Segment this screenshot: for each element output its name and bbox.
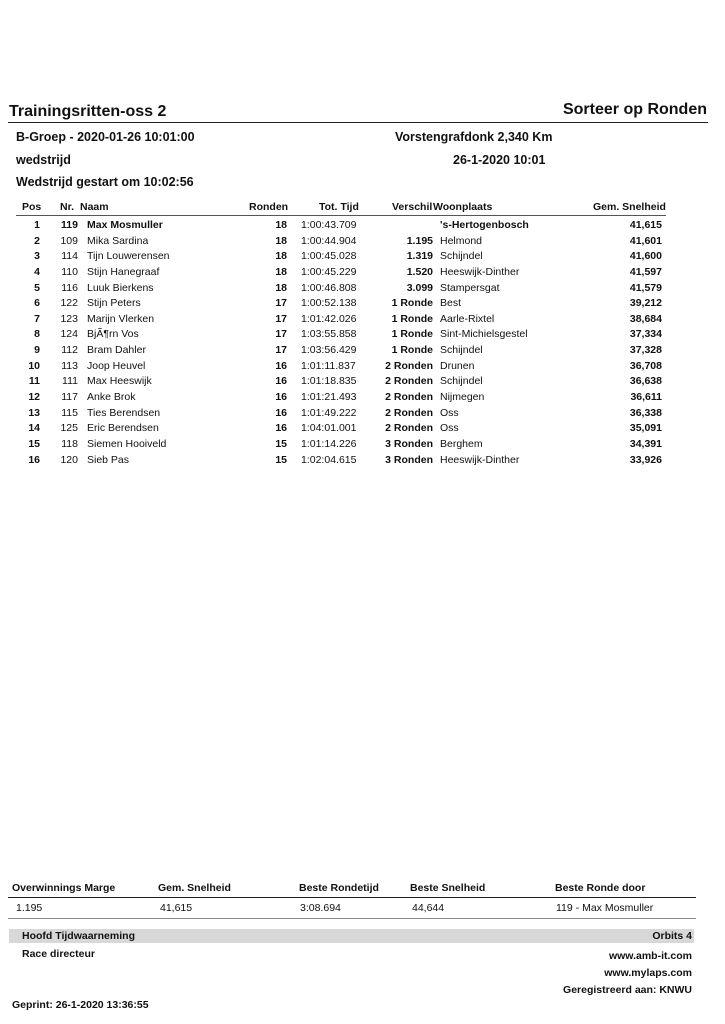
cell-nr: 119 (61, 219, 78, 231)
cell-snelheid: 34,391 (629, 438, 662, 450)
cell-naam: BjÃ¶rn Vos (87, 328, 139, 340)
cell-pos: 4 (34, 266, 40, 278)
cell-nr: 115 (61, 407, 78, 419)
track-location: Vorstengrafdonk 2,340 Km (395, 130, 553, 144)
cell-naam: Mika Sardina (87, 235, 149, 247)
cell-nr: 122 (60, 297, 78, 309)
summary-snelheid-value: 41,615 (160, 902, 193, 914)
cell-naam: Marijn Vlerken (87, 313, 155, 325)
cell-ronden: 17 (275, 313, 287, 325)
col-ronden: Ronden (249, 201, 289, 213)
footer-url-mylaps: www.mylaps.com (604, 967, 692, 979)
cell-pos: 15 (28, 438, 40, 450)
cell-snelheid: 36,638 (629, 375, 662, 387)
cell-ronden: 18 (275, 219, 287, 231)
cell-tijd: 1:01:11.837 (301, 360, 356, 372)
cell-verschil: 2 Ronden (385, 422, 433, 434)
cell-ronden: 16 (275, 375, 287, 387)
race-type: wedstrijd (16, 153, 71, 167)
cell-naam: Luuk Bierkens (87, 282, 154, 294)
col-verschil: Verschil (392, 201, 433, 213)
cell-pos: 7 (34, 313, 40, 325)
cell-verschil: 2 Ronden (385, 391, 433, 403)
cell-nr: 124 (60, 328, 78, 340)
table-row (0, 360, 725, 376)
summary-rondetijd-label: Beste Rondetijd (299, 882, 379, 894)
cell-pos: 14 (28, 422, 40, 434)
footer-race-directeur: Race directeur (22, 948, 95, 960)
cell-woonplaats: Schijndel (440, 250, 483, 262)
cell-woonplaats: Sint-Michielsgestel (440, 328, 528, 340)
cell-nr: 120 (60, 454, 78, 466)
cell-tijd: 1:01:21.493 (301, 391, 357, 403)
summary-marge-label: Overwinnings Marge (12, 882, 116, 894)
cell-woonplaats: Oss (440, 407, 459, 419)
page-title: Trainingsritten-oss 2 (9, 103, 167, 120)
table-row (0, 313, 725, 329)
summary-marge-value: 1.195 (16, 902, 43, 914)
cell-nr: 118 (61, 438, 78, 450)
table-row (0, 219, 725, 235)
cell-pos: 3 (34, 250, 40, 262)
summary-bottom-divider (8, 918, 696, 919)
cell-ronden: 18 (275, 235, 287, 247)
col-nr: Nr. (60, 201, 75, 213)
cell-nr: 123 (60, 313, 78, 325)
table-row (0, 328, 725, 344)
cell-woonplaats: Nijmegen (440, 391, 485, 403)
cell-snelheid: 36,611 (630, 391, 662, 403)
table-row (0, 422, 725, 438)
cell-pos: 1 (34, 219, 40, 231)
cell-nr: 117 (61, 391, 78, 403)
cell-woonplaats: Heeswijk-Dinther (440, 266, 520, 278)
cell-verschil: 3.099 (406, 282, 433, 294)
table-row (0, 282, 725, 298)
cell-ronden: 15 (275, 438, 287, 450)
footer-system: Orbits 4 (652, 930, 692, 942)
cell-nr: 110 (61, 266, 78, 278)
cell-woonplaats: Best (440, 297, 462, 309)
table-row (0, 454, 725, 470)
cell-woonplaats: Berghem (440, 438, 483, 450)
summary-ronde-door-label: Beste Ronde door (555, 882, 646, 894)
cell-naam: Sieb Pas (87, 454, 130, 466)
cell-snelheid: 33,926 (629, 454, 662, 466)
cell-pos: 12 (28, 391, 40, 403)
cell-verschil: 2 Ronden (385, 360, 433, 372)
cell-pos: 9 (34, 344, 40, 356)
cell-woonplaats: Heeswijk-Dinther (440, 454, 520, 466)
cell-ronden: 16 (275, 391, 287, 403)
cell-ronden: 18 (275, 266, 287, 278)
cell-snelheid: 41,579 (629, 282, 662, 294)
cell-naam: Stijn Peters (87, 297, 141, 309)
cell-nr: 113 (61, 360, 78, 372)
cell-tijd: 1:00:44.904 (301, 235, 357, 247)
cell-verschil: 1 Ronde (391, 328, 433, 340)
cell-verschil: 1.195 (406, 235, 433, 247)
cell-naam: Stijn Hanegraaf (87, 266, 160, 278)
col-pos: Pos (22, 201, 42, 213)
footer-printed: Geprint: 26-1-2020 13:36:55 (12, 999, 149, 1011)
cell-tijd: 1:03:56.429 (301, 344, 357, 356)
cell-snelheid: 35,091 (629, 422, 662, 434)
cell-snelheid: 36,708 (629, 360, 662, 372)
table-row (0, 297, 725, 313)
cell-nr: 116 (61, 282, 78, 294)
cell-pos: 5 (34, 282, 40, 294)
table-row (0, 266, 725, 282)
cell-tijd: 1:02:04.615 (301, 454, 357, 466)
col-tijd: Tot. Tijd (319, 201, 359, 213)
cell-naam: Max Heeswijk (87, 375, 152, 387)
cell-snelheid: 41,600 (629, 250, 662, 262)
cell-pos: 16 (28, 454, 40, 466)
summary-beste-snelheid-label: Beste Snelheid (410, 882, 486, 894)
cell-verschil: 1.520 (406, 266, 433, 278)
footer-url-amb: www.amb-it.com (608, 950, 692, 962)
cell-snelheid: 37,328 (629, 344, 662, 356)
cell-ronden: 17 (275, 297, 287, 309)
footer-tijdwaarneming: Hoofd Tijdwaarneming (22, 930, 135, 942)
table-row (0, 344, 725, 360)
cell-pos: 8 (34, 328, 40, 340)
cell-ronden: 15 (275, 454, 287, 466)
cell-pos: 2 (34, 235, 40, 247)
cell-verschil: 1 Ronde (391, 313, 433, 325)
cell-ronden: 17 (275, 328, 287, 340)
summary-divider (8, 897, 696, 898)
cell-tijd: 1:01:42.026 (301, 313, 357, 325)
cell-snelheid: 41,615 (629, 219, 662, 231)
cell-snelheid: 41,597 (629, 266, 662, 278)
group-line: B-Groep - 2020-01-26 10:01:00 (16, 130, 195, 144)
cell-tijd: 1:01:14.226 (301, 438, 357, 450)
cell-ronden: 18 (275, 282, 287, 294)
cell-ronden: 18 (275, 250, 287, 262)
race-date-time: 26-1-2020 10:01 (453, 153, 546, 167)
cell-ronden: 16 (275, 422, 287, 434)
table-row (0, 407, 725, 423)
table-row (0, 438, 725, 454)
summary-ronde-door-value: 119 - Max Mosmuller (556, 902, 654, 914)
cell-ronden: 17 (275, 344, 287, 356)
cell-tijd: 1:01:49.222 (301, 407, 357, 419)
table-row (0, 375, 725, 391)
cell-woonplaats: Oss (440, 422, 459, 434)
cell-naam: Max Mosmuller (87, 219, 163, 231)
cell-nr: 114 (61, 250, 78, 262)
cell-tijd: 1:00:45.028 (301, 250, 357, 262)
cell-verschil: 3 Ronden (385, 438, 433, 450)
cell-woonplaats: Helmond (440, 235, 483, 247)
summary-rondetijd-value: 3:08.694 (300, 902, 341, 914)
cell-tijd: 1:00:52.138 (301, 297, 357, 309)
cell-tijd: 1:03:55.858 (301, 328, 357, 340)
cell-naam: Anke Brok (87, 391, 136, 403)
cell-naam: Tijn Louwerensen (87, 250, 170, 262)
cell-tijd: 1:00:46.808 (301, 282, 357, 294)
summary-snelheid-label: Gem. Snelheid (158, 882, 231, 894)
cell-naam: Siemen Hooiveld (87, 438, 167, 450)
cell-snelheid: 36,338 (629, 407, 662, 419)
cell-pos: 6 (34, 297, 40, 309)
cell-pos: 13 (28, 407, 40, 419)
col-woonplaats: Woonplaats (433, 201, 493, 213)
cell-naam: Eric Berendsen (87, 422, 159, 434)
cell-verschil: 1.319 (406, 250, 433, 262)
cell-ronden: 16 (275, 407, 287, 419)
header-divider (8, 122, 708, 123)
summary-beste-snelheid-value: 44,644 (412, 902, 445, 914)
cell-tijd: 1:00:43.709 (301, 219, 357, 231)
cell-naam: Joop Heuvel (87, 360, 146, 372)
cell-woonplaats: Schijndel (440, 375, 483, 387)
table-row (0, 235, 725, 251)
cell-verschil: 1 Ronde (391, 297, 433, 309)
col-snelheid: Gem. Snelheid (593, 201, 666, 213)
cell-snelheid: 39,212 (629, 297, 662, 309)
cell-verschil: 2 Ronden (385, 407, 433, 419)
cell-woonplaats: Aarle-Rixtel (440, 313, 495, 325)
cell-naam: Bram Dahler (87, 344, 146, 356)
cell-woonplaats: Stampersgat (440, 282, 500, 294)
footer-registered: Geregistreerd aan: KNWU (563, 984, 692, 996)
cell-nr: 111 (62, 375, 78, 387)
cell-snelheid: 41,601 (629, 235, 662, 247)
cell-snelheid: 38,684 (629, 313, 662, 325)
cell-verschil: 1 Ronde (391, 344, 433, 356)
col-naam: Naam (80, 201, 109, 213)
cell-nr: 109 (60, 235, 78, 247)
table-row (0, 250, 725, 266)
cell-tijd: 1:00:45.229 (301, 266, 357, 278)
cell-woonplaats: Schijndel (440, 344, 483, 356)
cell-woonplaats: Drunen (440, 360, 475, 372)
table-header-divider (16, 215, 666, 216)
cell-woonplaats: 's-Hertogenbosch (440, 219, 529, 231)
cell-nr: 112 (61, 344, 78, 356)
cell-verschil: 2 Ronden (385, 375, 433, 387)
cell-snelheid: 37,334 (629, 328, 662, 340)
sort-label: Sorteer op Ronden (562, 101, 707, 118)
cell-pos: 11 (28, 375, 40, 387)
cell-naam: Ties Berendsen (87, 407, 161, 419)
cell-pos: 10 (28, 360, 40, 372)
table-row (0, 391, 725, 407)
cell-tijd: 1:01:18.835 (301, 375, 357, 387)
cell-nr: 125 (60, 422, 78, 434)
cell-tijd: 1:04:01.001 (301, 422, 357, 434)
race-start-line: Wedstrijd gestart om 10:02:56 (16, 175, 194, 189)
cell-verschil: 3 Ronden (385, 454, 433, 466)
cell-ronden: 16 (275, 360, 287, 372)
